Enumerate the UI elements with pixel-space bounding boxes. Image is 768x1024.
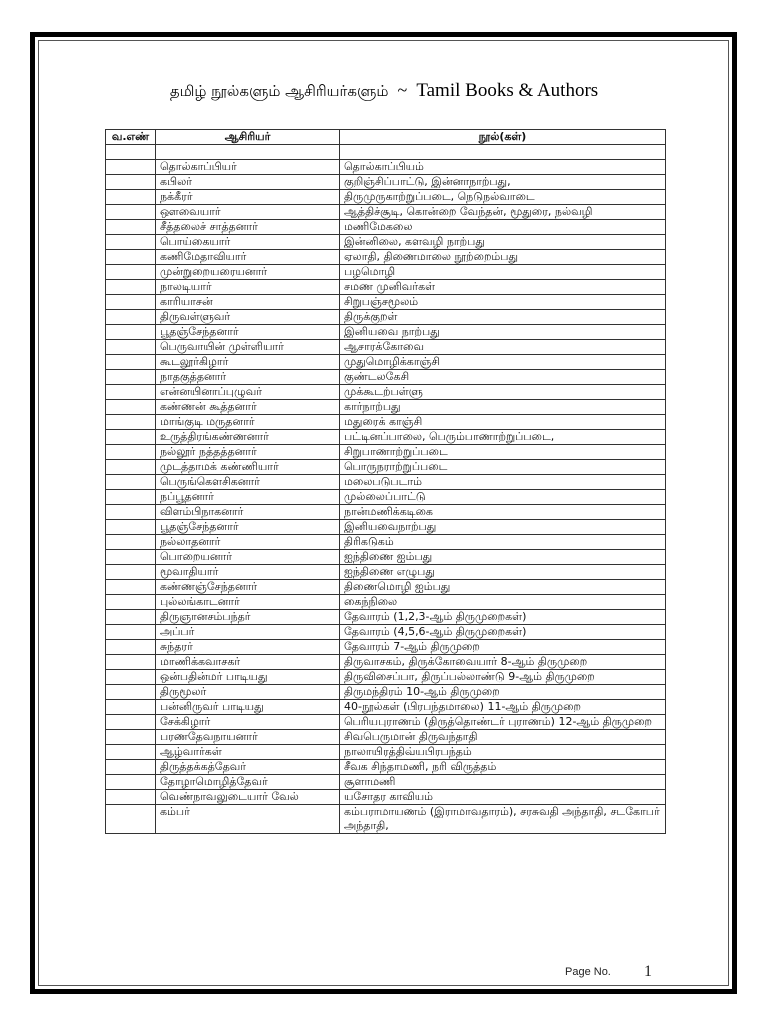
table-row [106, 145, 666, 160]
cell-serial-number [106, 175, 156, 190]
cell-author: திருமூலர் [156, 685, 340, 700]
cell-books: தேவாரம் 7-ஆம் திருமுறை [340, 640, 666, 655]
cell-serial-number [106, 775, 156, 790]
table-row [106, 760, 666, 775]
cell-serial-number [106, 505, 156, 520]
cell-author: நப்பூதனார் [156, 490, 340, 505]
cell-books: மலைபடுபடாம் [340, 475, 666, 490]
cell-books: தொல்காப்பியம் [340, 160, 666, 175]
cell-serial-number [106, 295, 156, 310]
cell-author: முன்றுறையரையனார் [156, 265, 340, 280]
cell-books: சிவபெருமான் திருவந்தாதி [340, 730, 666, 745]
cell-author: வெண்நாவலுடையார் வேல் [156, 790, 340, 805]
cell-books: சிறுபாணாற்றுப்படை [340, 445, 666, 460]
cell-author: பொறையனார் [156, 550, 340, 565]
table-row [106, 745, 666, 760]
cell-books: திருமுருகாற்றுப்படை, நெடுநல்வாடை [340, 190, 666, 205]
cell-serial-number [106, 190, 156, 205]
cell-books: ஆத்திச்சூடி, கொன்றை வேந்தன், மூதுரை, நல்வழி [340, 205, 666, 220]
table-row [106, 550, 666, 565]
table-row [106, 700, 666, 715]
cell-author: கணிமேதாவியார் [156, 250, 340, 265]
table-row [106, 670, 666, 685]
page-label: Page No. [565, 966, 611, 978]
cell-books: கம்பராமாயணம் (இராமாவதாரம்), சரசுவதி அந்தாதி, சடகோபர் அந்தாதி, [340, 805, 666, 834]
cell-author: கூடலூர்கிழார் [156, 355, 340, 370]
cell-books: சூளாமணி [340, 775, 666, 790]
cell-author: தொல்காப்பியர் [156, 160, 340, 175]
cell-books: 40-நூல்கள் (பிரபந்தமாலை) 11-ஆம் திருமுறை [340, 700, 666, 715]
cell-serial-number [106, 415, 156, 430]
cell-serial-number [106, 430, 156, 445]
cell-books: குறிஞ்சிப்பாட்டு, இன்னாநாற்பது, [340, 175, 666, 190]
cell-author: கபிலர் [156, 175, 340, 190]
cell-serial-number [106, 595, 156, 610]
cell-books: இனியவைநாற்பது [340, 520, 666, 535]
cell-books: முதுமொழிக்காஞ்சி [340, 355, 666, 370]
table-row [106, 565, 666, 580]
cell-author [156, 145, 340, 160]
cell-author: உருத்திரங்கண்ணனார் [156, 430, 340, 445]
table-row [106, 790, 666, 805]
cell-books: யசோதர காவியம் [340, 790, 666, 805]
cell-serial-number [106, 220, 156, 235]
header-author: ஆசிரியர் [156, 130, 340, 145]
table-row [106, 595, 666, 610]
cell-books: பட்டினப்பாலை, பெரும்பாணாற்றுப்படை, [340, 430, 666, 445]
header-serial-number: வ.எண் [106, 130, 156, 145]
cell-author: பெருவாயின் முள்ளியார் [156, 340, 340, 355]
cell-books: கைந்நிலை [340, 595, 666, 610]
table-row [106, 505, 666, 520]
title-tamil: தமிழ் நூல்களும் ஆசிரியர்களும் [169, 82, 389, 100]
cell-serial-number [106, 145, 156, 160]
cell-serial-number [106, 760, 156, 775]
cell-books: பெரியபுராணம் (திருத்தொண்டர் புராணம்) 12-ஆம் திருமுறை [340, 715, 666, 730]
table-row [106, 280, 666, 295]
cell-books: ஆசாரக்கோவை [340, 340, 666, 355]
cell-serial-number [106, 325, 156, 340]
cell-serial-number [106, 385, 156, 400]
table-row [106, 235, 666, 250]
cell-books: முக்கூடற்பள்ளு [340, 385, 666, 400]
cell-serial-number [106, 340, 156, 355]
table-body [106, 145, 666, 834]
table-row [106, 175, 666, 190]
table-row [106, 250, 666, 265]
cell-books: மணிமேகலை [340, 220, 666, 235]
cell-author: காரியாசன் [156, 295, 340, 310]
cell-author: மாங்குடி மருதனார் [156, 415, 340, 430]
table-row [106, 310, 666, 325]
table-row [106, 205, 666, 220]
cell-author: மாணிக்கவாசகர் [156, 655, 340, 670]
cell-serial-number [106, 355, 156, 370]
cell-serial-number [106, 205, 156, 220]
cell-books: திருக்குறள் [340, 310, 666, 325]
table-row [106, 610, 666, 625]
cell-serial-number [106, 310, 156, 325]
cell-serial-number [106, 535, 156, 550]
cell-serial-number [106, 700, 156, 715]
cell-books: இனியவை நாற்பது [340, 325, 666, 340]
cell-author: அப்பர் [156, 625, 340, 640]
cell-books: சிறுபஞ்சமூலம் [340, 295, 666, 310]
cell-serial-number [106, 550, 156, 565]
table-row [106, 535, 666, 550]
cell-serial-number [106, 370, 156, 385]
table-row [106, 685, 666, 700]
cell-author: புல்லங்காடனார் [156, 595, 340, 610]
cell-serial-number [106, 520, 156, 535]
cell-author: திருத்தக்கத்தேவர் [156, 760, 340, 775]
cell-serial-number [106, 160, 156, 175]
table-row [106, 715, 666, 730]
cell-books: தேவாரம் (1,2,3-ஆம் திருமுறைகள்) [340, 610, 666, 625]
cell-serial-number [106, 640, 156, 655]
table-row [106, 385, 666, 400]
cell-books: குண்டலகேசி [340, 370, 666, 385]
document-title [0, 80, 768, 102]
table-row [106, 580, 666, 595]
cell-serial-number [106, 445, 156, 460]
cell-books [340, 145, 666, 160]
cell-serial-number [106, 625, 156, 640]
page-number: 1 [643, 963, 652, 980]
table-row [106, 190, 666, 205]
table-row [106, 805, 666, 834]
header-books: நூல்(கள்) [340, 130, 666, 145]
cell-serial-number [106, 565, 156, 580]
cell-author: கம்பர் [156, 805, 340, 834]
cell-books: நான்மணிக்கடிகை [340, 505, 666, 520]
cell-author: சேக்கிழார் [156, 715, 340, 730]
table-row [106, 160, 666, 175]
cell-books: திணைமொழி ஐம்பது [340, 580, 666, 595]
table-row [106, 520, 666, 535]
cell-serial-number [106, 235, 156, 250]
table-row [106, 355, 666, 370]
cell-books: முல்லைப்பாட்டு [340, 490, 666, 505]
title-english: Tamil Books & Authors [416, 80, 599, 101]
table-row [106, 625, 666, 640]
cell-books: ஏலாதி, திணைமாலை நூற்றைம்பது [340, 250, 666, 265]
cell-books: ஐந்திணை எழுபது [340, 565, 666, 580]
cell-author: ஔவையார் [156, 205, 340, 220]
table-row [106, 475, 666, 490]
cell-author: பெருங்கௌசிகனார் [156, 475, 340, 490]
cell-serial-number [106, 790, 156, 805]
cell-books: கார்நாற்பது [340, 400, 666, 415]
books-authors-table [105, 129, 666, 834]
table-row [106, 730, 666, 745]
cell-author: நாதகுத்தனார் [156, 370, 340, 385]
cell-books: திரிகடுகம் [340, 535, 666, 550]
cell-author: மூவாதியார் [156, 565, 340, 580]
table-row [106, 490, 666, 505]
cell-serial-number [106, 475, 156, 490]
cell-serial-number [106, 730, 156, 745]
cell-serial-number [106, 250, 156, 265]
cell-books: பழமொழி [340, 265, 666, 280]
cell-books: திருவாசகம், திருக்கோவையார் 8-ஆம் திருமுறை [340, 655, 666, 670]
title-separator: ~ [397, 80, 408, 100]
cell-author: விளம்பிநாகனார் [156, 505, 340, 520]
cell-serial-number [106, 745, 156, 760]
cell-books: பொருநராற்றுப்படை [340, 460, 666, 475]
cell-author: முடத்தாமக் கண்ணியார் [156, 460, 340, 475]
cell-author: பரணதேவநாயனார் [156, 730, 340, 745]
cell-serial-number [106, 715, 156, 730]
cell-author: பூதஞ்சேந்தனார் [156, 325, 340, 340]
cell-author: நாலடியார் [156, 280, 340, 295]
cell-author: நக்கீரர் [156, 190, 340, 205]
cell-author: நல்லூர் நத்தத்தனார் [156, 445, 340, 460]
cell-author: ஒன்பதின்மர் பாடியது [156, 670, 340, 685]
cell-books: திருவிசைப்பா, திருப்பல்லாண்டு 9-ஆம் திருமுறை [340, 670, 666, 685]
table-row [106, 430, 666, 445]
table-row [106, 655, 666, 670]
cell-author: திருஞானசம்பந்தர் [156, 610, 340, 625]
cell-author: நல்லாதனார் [156, 535, 340, 550]
cell-serial-number [106, 280, 156, 295]
cell-books: தேவாரம் (4,5,6-ஆம் திருமுறைகள்) [340, 625, 666, 640]
cell-serial-number [106, 460, 156, 475]
table-row [106, 265, 666, 280]
cell-serial-number [106, 805, 156, 834]
table-row [106, 340, 666, 355]
cell-author: என்னயினாப்புழுவர் [156, 385, 340, 400]
table-row [106, 400, 666, 415]
cell-author: கண்ணஞ்சேந்தனார் [156, 580, 340, 595]
table-row [106, 325, 666, 340]
table-row [106, 460, 666, 475]
cell-serial-number [106, 580, 156, 595]
cell-serial-number [106, 670, 156, 685]
cell-author: ஆழ்வார்கள் [156, 745, 340, 760]
table-row [106, 295, 666, 310]
table-header-row [106, 130, 666, 145]
cell-serial-number [106, 265, 156, 280]
cell-books: நாலாயிரத்திவ்யபிரபந்தம் [340, 745, 666, 760]
table-row [106, 370, 666, 385]
cell-serial-number [106, 610, 156, 625]
cell-serial-number [106, 685, 156, 700]
cell-serial-number [106, 490, 156, 505]
cell-books: மதுரைக் காஞ்சி [340, 415, 666, 430]
cell-author: பன்னிருவர் பாடியது [156, 700, 340, 715]
cell-books: சமண முனிவர்கள் [340, 280, 666, 295]
cell-author: பொய்கையார் [156, 235, 340, 250]
cell-author: பூதஞ்சேந்தனார் [156, 520, 340, 535]
cell-books: சீவக சிந்தாமணி, நரி விருத்தம் [340, 760, 666, 775]
cell-serial-number [106, 400, 156, 415]
cell-author: தோழாமொழித்தேவர் [156, 775, 340, 790]
table-row [106, 220, 666, 235]
cell-author: கண்ணன் கூத்தனார் [156, 400, 340, 415]
cell-serial-number [106, 655, 156, 670]
table-row [106, 415, 666, 430]
cell-books: இன்னிலை, களவழி நாற்பது [340, 235, 666, 250]
cell-books: திருமந்திரம் 10-ஆம் திருமுறை [340, 685, 666, 700]
table-row [106, 445, 666, 460]
cell-author: சீத்தலைச் சாத்தனார் [156, 220, 340, 235]
cell-author: திருவள்ளுவர் [156, 310, 340, 325]
table-row [106, 775, 666, 790]
cell-books: ஐந்திணை ஐம்பது [340, 550, 666, 565]
page-footer [565, 962, 652, 980]
cell-author: சுந்தரர் [156, 640, 340, 655]
table-row [106, 640, 666, 655]
